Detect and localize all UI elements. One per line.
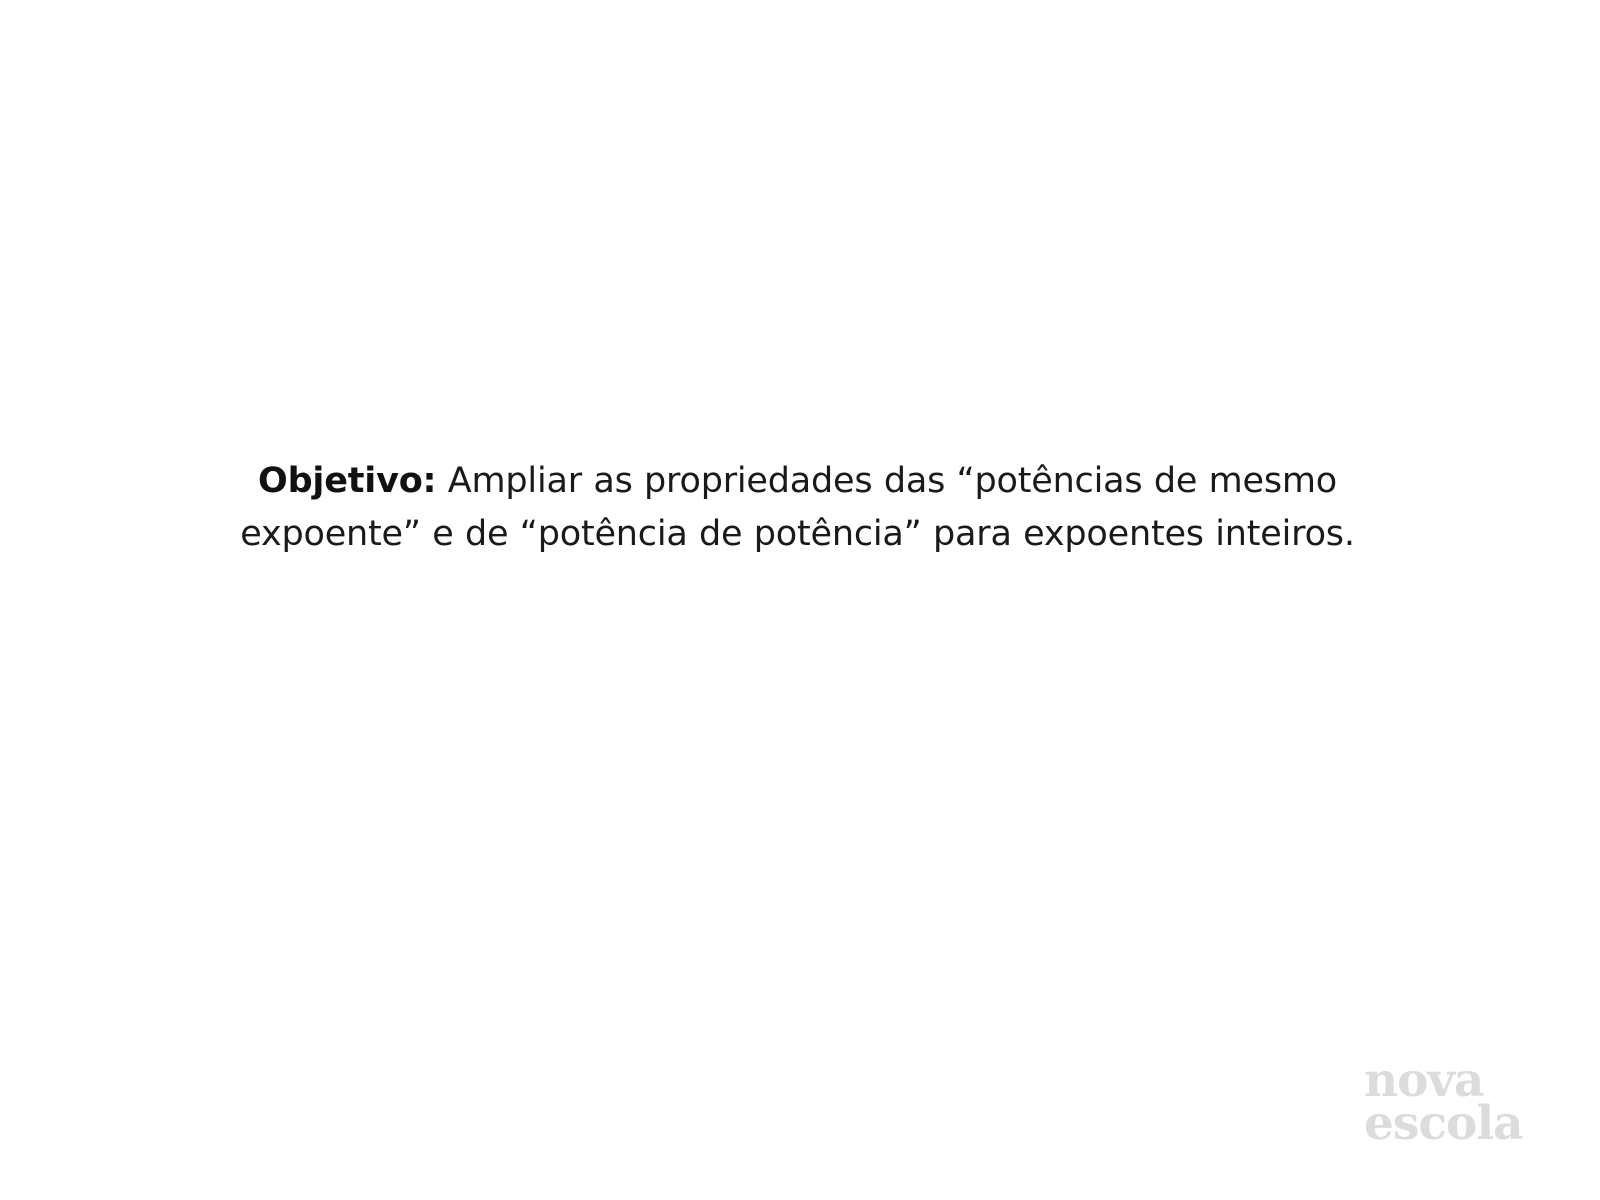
logo-line-escola: escola xyxy=(1364,1096,1523,1152)
nova-escola-logo xyxy=(1364,1052,1544,1152)
objective-label: Objetivo: xyxy=(258,461,437,501)
objective-paragraph xyxy=(190,455,1405,561)
objective-block xyxy=(190,420,1405,596)
objective-body: Ampliar as propriedades das “potências de mesmo expoente” e de “potência de potência” para expoentes inteiros. xyxy=(240,461,1355,555)
logo-line-nova: nova xyxy=(1364,1052,1484,1108)
